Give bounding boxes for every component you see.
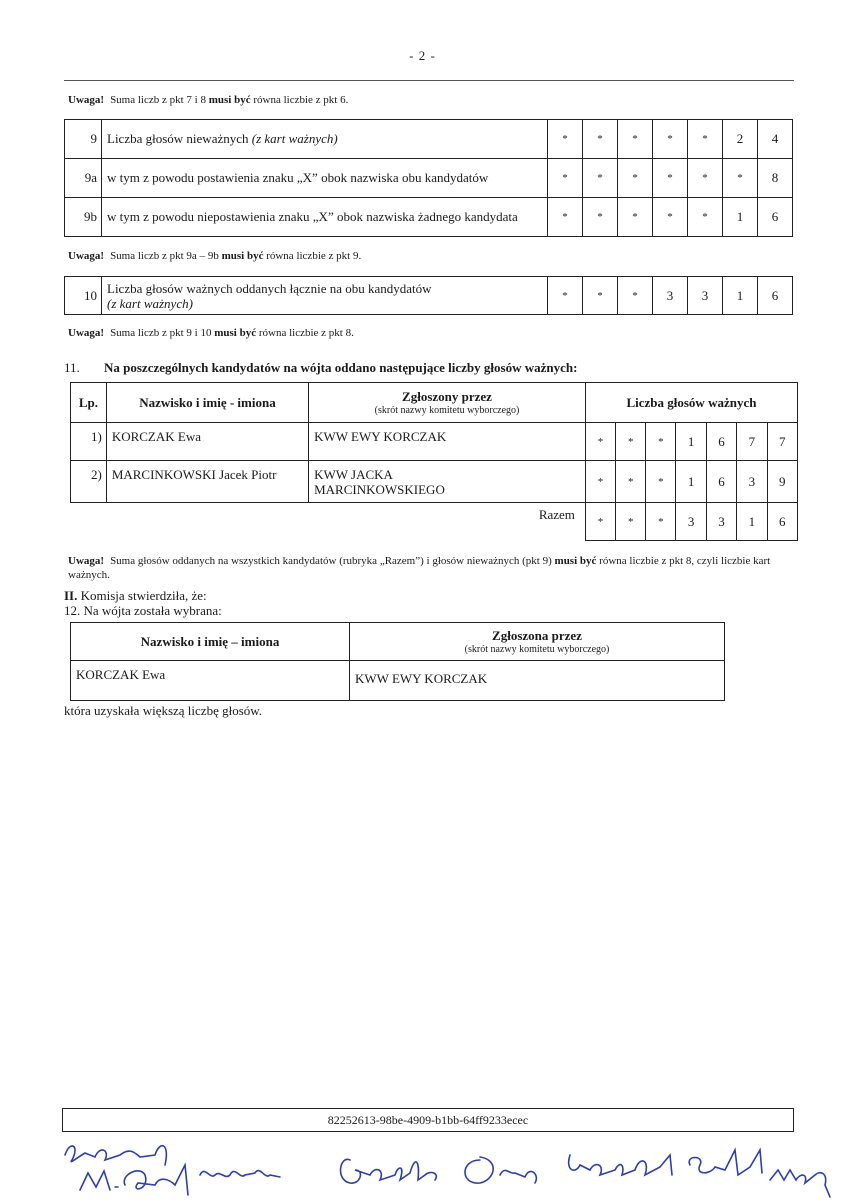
- digit-cell: 1: [676, 461, 706, 503]
- candidate-committee: KWW EWY KORCZAK: [309, 423, 586, 461]
- digit-cell: *: [618, 198, 653, 237]
- digit-cell: *: [583, 120, 618, 159]
- digit-cell: 6: [706, 461, 736, 503]
- digit-cell: *: [583, 159, 618, 198]
- note-3: Uwaga! Suma liczb z pkt 9 i 10 musi być równa liczbie z pkt 8.: [68, 327, 354, 339]
- digit-cell: *: [583, 198, 618, 237]
- elected-table: [70, 622, 725, 701]
- row-0: [65, 120, 793, 159]
- digit-cell: *: [618, 120, 653, 159]
- digit-cell: *: [585, 503, 615, 541]
- row-label: Liczba głosów ważnych oddanych łącznie na obu kandydatów (z kart ważnych): [102, 277, 548, 315]
- digit-cell: 1: [737, 503, 767, 541]
- digit-cell: *: [646, 423, 676, 461]
- digit-cell: *: [548, 277, 583, 315]
- digit-cell: 6: [767, 503, 797, 541]
- digit-cell: 6: [758, 198, 793, 237]
- digit-cell: 2: [723, 120, 758, 159]
- digit-cell: *: [583, 277, 618, 315]
- digit-cell: *: [548, 120, 583, 159]
- page-number: - 2 -: [409, 48, 436, 63]
- digit-cell: 4: [758, 120, 793, 159]
- digit-cell: *: [616, 503, 646, 541]
- digit-cell: 1: [676, 423, 706, 461]
- digit-cell: *: [616, 423, 646, 461]
- section-11-title: 11. Na poszczególnych kandydatów na wójta oddano następujące liczby głosów ważnych:: [64, 360, 578, 375]
- digit-cell: *: [723, 159, 758, 198]
- row-number: 9a: [65, 159, 102, 198]
- digit-cell: 3: [737, 461, 767, 503]
- digit-cell: *: [688, 120, 723, 159]
- digit-cell: *: [548, 159, 583, 198]
- header-votes: Liczba głosów ważnych: [585, 383, 797, 423]
- elected-footer: która uzyskała większą liczbę głosów.: [64, 703, 263, 718]
- note-1: Uwaga! Suma liczb z pkt 7 i 8 musi być równa liczbie z pkt 6.: [68, 94, 349, 106]
- row-number: 10: [65, 277, 102, 315]
- elected-submitted-header: Zgłoszona przez (skrót nazwy komitetu wyborczego): [350, 623, 725, 661]
- digit-cell: *: [585, 423, 615, 461]
- candidate-committee: KWW JACKA MARCINKOWSKIEGO: [309, 461, 586, 503]
- digit-cell: *: [646, 503, 676, 541]
- digit-cell: *: [653, 198, 688, 237]
- candidates-header-row: [71, 383, 798, 423]
- digit-cell: 1: [723, 277, 758, 315]
- header-name: Nazwisko i imię - imiona: [106, 383, 308, 423]
- digit-cell: 7: [767, 423, 797, 461]
- digit-cell: 3: [653, 277, 688, 315]
- digit-cell: *: [688, 198, 723, 237]
- row-number: 9: [65, 120, 102, 159]
- candidate-row-2: [71, 461, 798, 503]
- elected-committee: KWW EWY KORCZAK: [350, 661, 725, 701]
- header-lp: Lp.: [71, 383, 107, 423]
- row-number: 9b: [65, 198, 102, 237]
- row-label: w tym z powodu postawienia znaku „X” obok nazwiska obu kandydatów: [102, 159, 548, 198]
- note-2: Uwaga! Suma liczb z pkt 9a – 9b musi być równa liczbie z pkt 9.: [68, 250, 362, 262]
- lp: 2): [71, 461, 107, 503]
- digit-cell: 3: [676, 503, 706, 541]
- candidates-table: [70, 382, 798, 541]
- digit-cell: *: [616, 461, 646, 503]
- digit-cell: 6: [706, 423, 736, 461]
- lp: 1): [71, 423, 107, 461]
- digit-cell: *: [548, 198, 583, 237]
- digit-cell: 1: [723, 198, 758, 237]
- row-10: [65, 277, 793, 315]
- digit-cell: 3: [688, 277, 723, 315]
- invalid-votes-table: [64, 119, 793, 237]
- digit-cell: 7: [737, 423, 767, 461]
- row-label: Liczba głosów nieważnych (z kart ważnych): [102, 120, 548, 159]
- note-4: Uwaga! Suma głosów oddanych na wszystkich kandydatów (rubryka „Razem”) i głosów nieważnych (pkt 9) musi być równa liczbie z pkt 8, czyli liczbie kart ważnych.: [68, 555, 771, 581]
- digit-cell: *: [688, 159, 723, 198]
- total-row: [71, 503, 798, 541]
- document-code: 82252613-98be-4909-b1bb-64ff9233ecec: [62, 1108, 794, 1132]
- row-label: w tym z powodu niepostawienia znaku „X” obok nazwiska żadnego kandydata: [102, 198, 548, 237]
- digit-cell: *: [653, 159, 688, 198]
- signatures-image: [60, 1135, 840, 1200]
- candidate-row-1: [71, 423, 798, 461]
- valid-votes-table: [64, 276, 793, 315]
- candidate-name: KORCZAK Ewa: [106, 423, 308, 461]
- header-rule: [64, 80, 794, 81]
- digit-cell: *: [618, 159, 653, 198]
- row-1: [65, 159, 793, 198]
- digit-cell: *: [646, 461, 676, 503]
- row-2: [65, 198, 793, 237]
- elected-name-header: Nazwisko i imię – imiona: [71, 623, 350, 661]
- digit-cell: 8: [758, 159, 793, 198]
- digit-cell: 3: [706, 503, 736, 541]
- total-label: Razem: [71, 503, 586, 541]
- candidate-name: MARCINKOWSKI Jacek Piotr: [106, 461, 308, 503]
- section-2: II. Komisja stwierdziła, że: 12. Na wójta została wybrana:: [64, 588, 222, 618]
- digit-cell: 9: [767, 461, 797, 503]
- digit-cell: 6: [758, 277, 793, 315]
- digit-cell: *: [618, 277, 653, 315]
- header-submitted: Zgłoszony przez (skrót nazwy komitetu wyborczego): [309, 383, 586, 423]
- digit-cell: *: [585, 461, 615, 503]
- elected-name: KORCZAK Ewa: [71, 661, 350, 701]
- digit-cell: *: [653, 120, 688, 159]
